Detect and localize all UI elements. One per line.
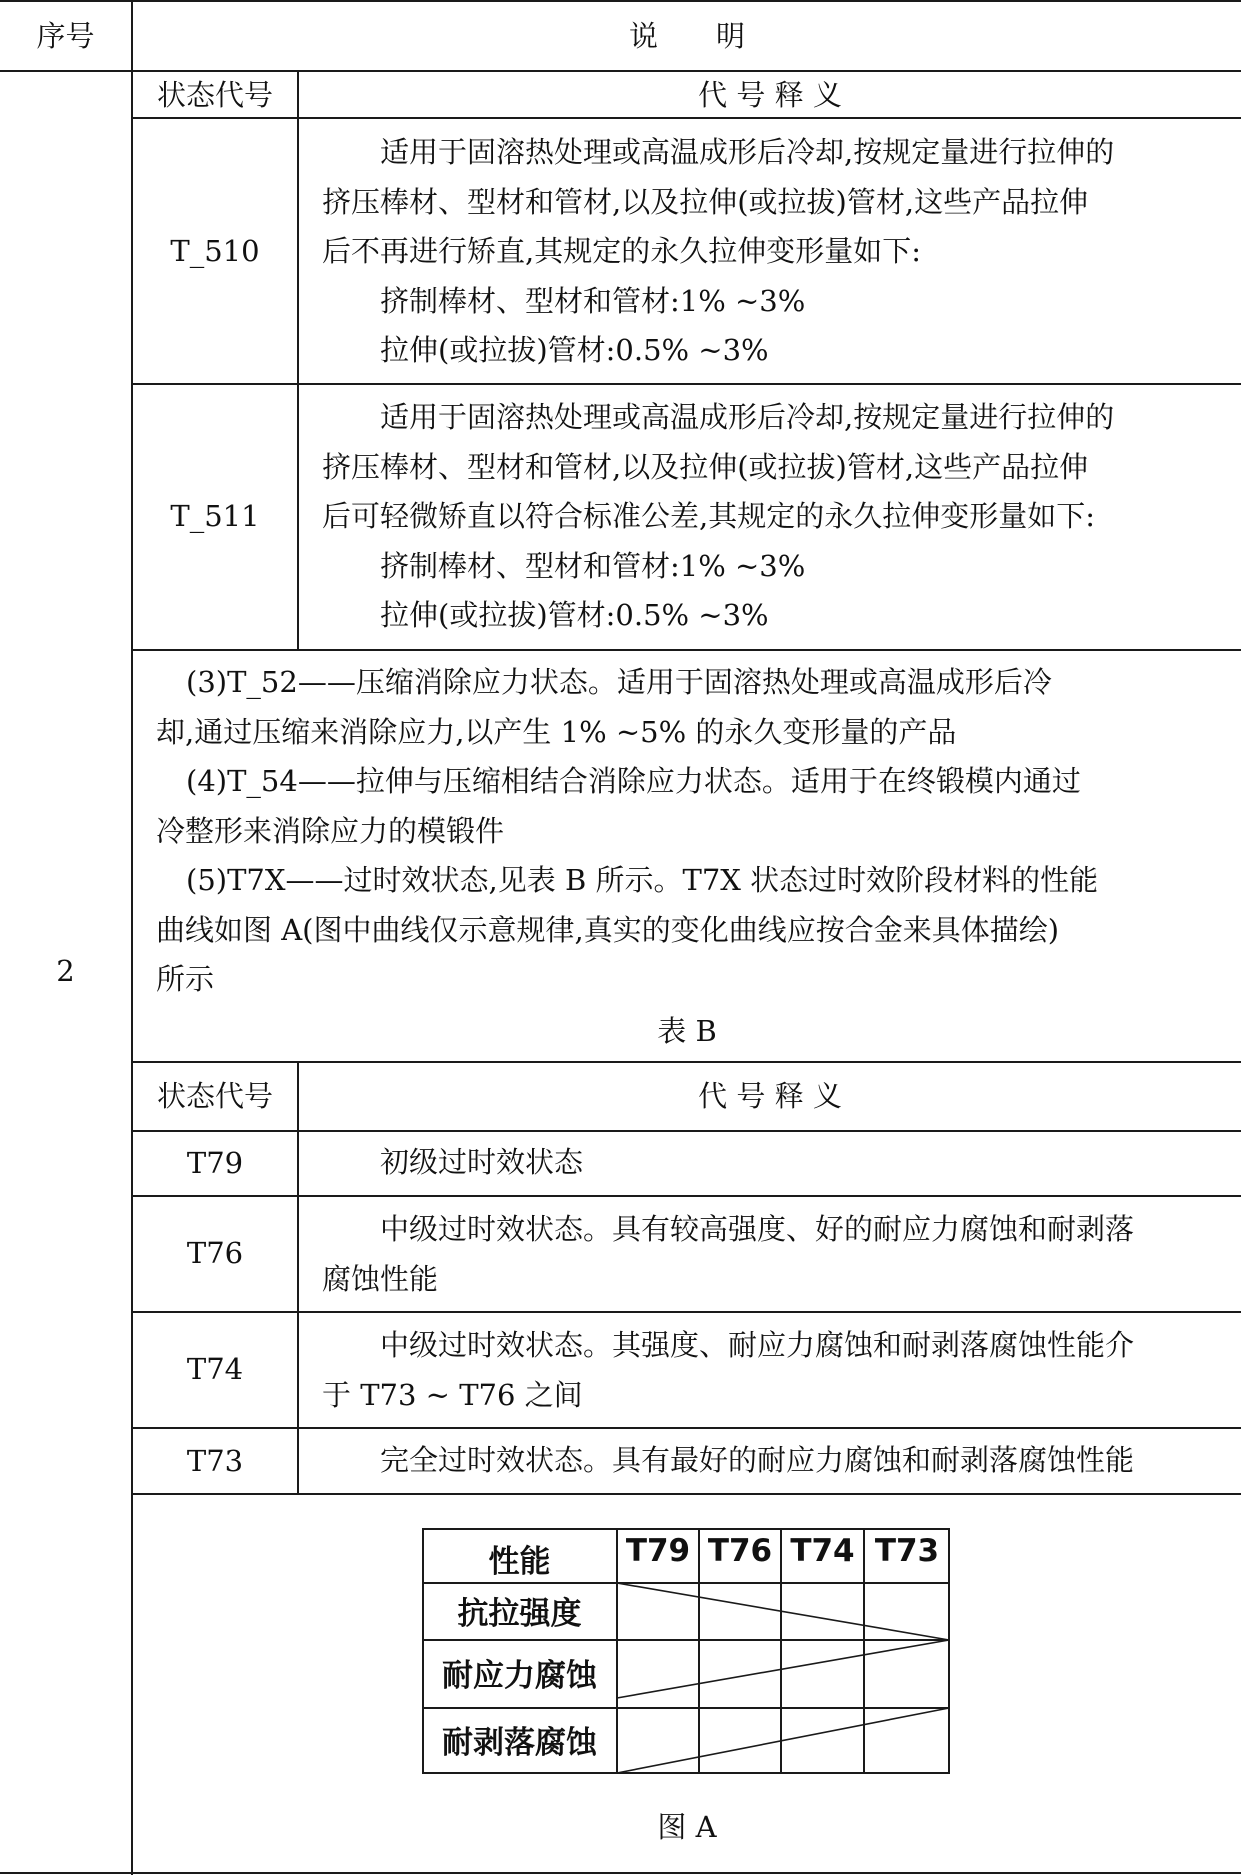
figure-col-t74: T74: [790, 1533, 855, 1569]
text-line: 拉伸(或拉拔)管材:0.5% ~3%: [380, 333, 769, 367]
text-line: 挤制棒材、型材和管材:1% ~3%: [380, 283, 806, 318]
note-line: 冷整形来消除应力的模锻件: [156, 813, 505, 848]
rule-b-col: [297, 1061, 299, 1495]
text-line: 挤制棒材、型材和管材:1% ~3%: [380, 548, 806, 583]
table-b-text-t74: [322, 1321, 1134, 1420]
text-line: 适用于固溶热处理或高温成形后冷却,按规定量进行拉伸的: [380, 135, 1115, 169]
rule-top: [0, 0, 1241, 2]
header-description: 说 明: [628, 19, 745, 53]
rule-bottom: [0, 1872, 1241, 1874]
note-line: 所示: [156, 962, 215, 996]
notes-block: [156, 658, 1098, 1005]
note-line: 曲线如图 A(图中曲线仅示意规律,真实的变化曲线应按合金来具体描绘): [156, 912, 1060, 947]
table-b-code-t74: T74: [186, 1352, 244, 1386]
table-b-text-t79: [322, 1138, 583, 1188]
note-line: 却,通过压缩来消除应力,以产生 1% ~5% 的永久变形量的产品: [156, 714, 957, 749]
text-line: 后可轻微矫直以符合标准公差,其规定的永久拉伸变形量如下:: [322, 499, 1095, 533]
table-b-caption: 表 B: [657, 1014, 717, 1048]
table-b-text-t73: [322, 1436, 1134, 1486]
table-a-text-t510: [322, 128, 1114, 376]
note-line: (3)T_52——压缩消除应力状态。适用于固溶热处理或高温成形后冷: [186, 665, 1052, 699]
table-a-head-code: 状态代号: [156, 78, 273, 112]
figure-row-tensile: 抗拉强度: [457, 1596, 582, 1632]
text-line: 中级过时效状态。具有较高强度、好的耐应力腐蚀和耐剥落: [380, 1212, 1135, 1246]
table-b-head-code: 状态代号: [156, 1079, 273, 1113]
rule-a-col: [297, 70, 299, 651]
table-a-code-t510: T_510: [170, 234, 260, 268]
text-line: 挤压棒材、型材和管材,以及拉伸(或拉拔)管材,这些产品拉伸: [322, 184, 1089, 219]
figure-col-t79: T79: [625, 1533, 691, 1569]
curve-stress-corrosion: [617, 1640, 949, 1698]
figure-caption: 图 A: [657, 1810, 717, 1844]
table-b-text-t76: [322, 1205, 1134, 1304]
text-line: 于 T73 ~ T76 之间: [322, 1377, 583, 1412]
table-b-head-meaning: 代 号 释 义: [698, 1079, 842, 1113]
figure-row-stress-corrosion: 耐应力腐蚀: [442, 1658, 597, 1694]
rule-col-divider: [131, 0, 133, 1875]
table-b-code-t73: T73: [186, 1444, 244, 1478]
curve-exfoliation-corrosion: [617, 1708, 949, 1773]
text-line: 完全过时效状态。具有最好的耐应力腐蚀和耐剥落腐蚀性能: [380, 1443, 1135, 1477]
table-b-code-t79: T79: [186, 1146, 244, 1180]
text-line: 后不再进行矫直,其规定的永久拉伸变形量如下:: [322, 234, 921, 268]
text-line: 中级过时效状态。其强度、耐应力腐蚀和耐剥落腐蚀性能介: [380, 1328, 1135, 1362]
text-line: 腐蚀性能: [322, 1261, 439, 1296]
text-line: 挤压棒材、型材和管材,以及拉伸(或拉拔)管材,这些产品拉伸: [322, 449, 1089, 484]
table-a-text-t511: [322, 393, 1114, 641]
figure-col-t73: T73: [874, 1533, 940, 1569]
text-line: 适用于固溶热处理或高温成形后冷却,按规定量进行拉伸的: [380, 400, 1115, 434]
figure-row-exfoliation: 耐剥落腐蚀: [442, 1725, 597, 1761]
table-b-code-t76: T76: [186, 1236, 244, 1270]
figure-header-label: 性能: [488, 1544, 551, 1580]
table-a-head-meaning: 代 号 释 义: [698, 78, 842, 112]
curve-tensile-strength: [617, 1583, 949, 1640]
text-line: 初级过时效状态: [380, 1145, 584, 1179]
row-number: 2: [56, 954, 75, 988]
note-line: (4)T_54——拉伸与压缩相结合消除应力状态。适用于在终锻模内通过: [186, 764, 1081, 798]
header-index: 序号: [36, 19, 95, 53]
note-line: (5)T7X——过时效状态,见表 B 所示。T7X 状态过时效阶段材料的性能: [186, 863, 1099, 897]
text-line: 拉伸(或拉拔)管材:0.5% ~3%: [380, 598, 769, 632]
table-a-code-t511: T_511: [170, 499, 260, 533]
figure-col-t76: T76: [707, 1533, 773, 1569]
